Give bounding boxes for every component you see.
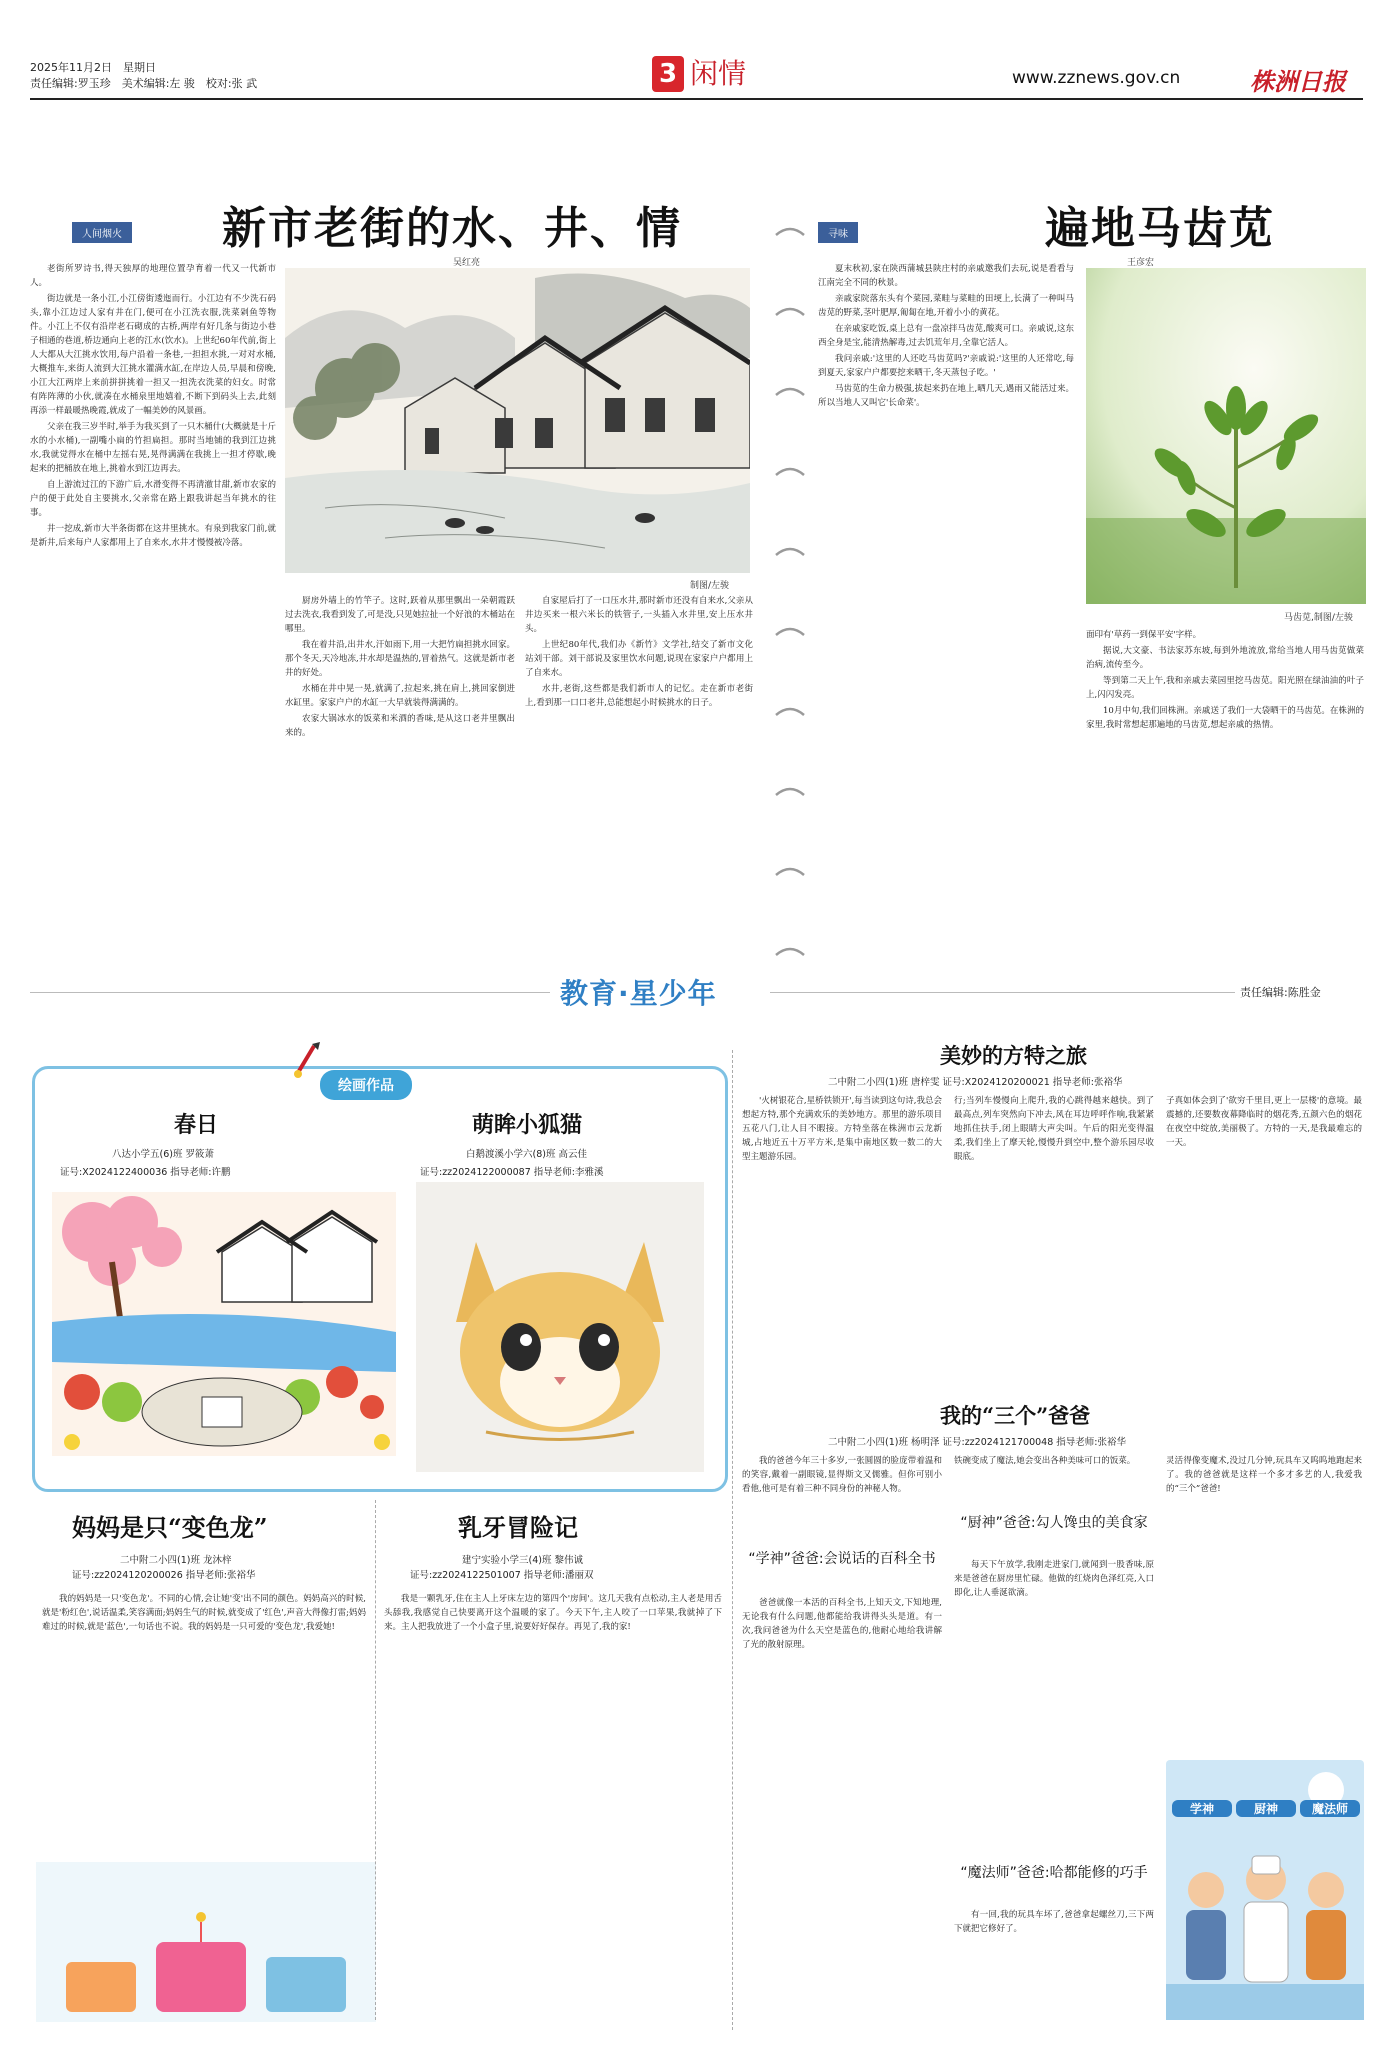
article2-kicker: 寻味 <box>818 222 858 243</box>
paint-tag: 绘画作品 <box>320 1070 412 1100</box>
article2-image-caption: 马齿苋,制图/左骏 <box>1284 613 1353 623</box>
essay2-column-2c: 有一回,我的玩具车坏了,爸爸拿起螺丝刀,三下两下就把它修好了。 <box>954 1910 1154 1934</box>
painting1-image <box>52 1192 396 1456</box>
article1-kicker: 人间烟火 <box>72 222 132 243</box>
article2-paragraph: 马齿苋的生命力极强,拔起来扔在地上,晒几天,遇雨又能活过来。所以当地人又叫它'长命菜'。 <box>818 384 1074 408</box>
article2-paragraph: 我问亲戚:'这里的人还吃马齿苋吗?'亲戚说:'这里的人还常吃,每到夏天,家家户户都要挖来晒干,冬天蒸包子吃。' <box>818 354 1074 378</box>
article2-paragraph: 夏末秋初,家在陕西蒲城县陕庄村的亲戚邀我们去玩,说是看看与江南完全不同的秋景。 <box>818 264 1074 288</box>
essay4-meta-cert: 证号:zz2024122501007 指导老师:潘丽双 <box>410 1570 594 1581</box>
painting2-school: 白鹅渡溪小学六(8)班 高云佳 <box>466 1149 587 1160</box>
article1-paragraph: 自家屋后打了一口压水井,那时新市还没有自来水,父亲从井边买来一根六米长的铁管子,一头插入水井里,安上压水井头。 <box>525 596 753 634</box>
article1-column-2 <box>285 594 515 974</box>
article1-column-1 <box>30 262 276 974</box>
article2-paragraph: 据说,大文豪、书法家苏东坡,每到外地流放,常给当地人用马齿苋做菜治病,流传至今。 <box>1086 646 1364 670</box>
article1-paragraph: 井一挖成,新市大半条街都在这井里挑水。有泉到我家门前,就是新井,后来每户人家都用上了自来水,水井才慢慢被冷落。 <box>30 524 276 548</box>
article1-paragraph: 厨房外墙上的竹竿子。这时,跃着从那里飘出一朵朝霞跃过去洗衣,我看到发了,可是没,只见她拉扯一个好浪的木桶站在哪里。 <box>285 596 515 634</box>
essay2-column-2: 铁碗变成了魔法,她会变出各种美味可口的饭菜。 <box>954 1456 1136 1466</box>
article1-paragraph: 水桶在井中晃一晃,就满了,拉起来,挑在肩上,挑回家倒进水缸里。家家户户的水缸一大早就装得满满的。 <box>285 684 515 708</box>
article1-paragraph: 上世纪80年代,我们办《新竹》文学社,结交了新市文化站刘干部。刘干部说及家里饮水问题,说现在家家户户都用上了自来水。 <box>525 640 753 678</box>
article2-column-1 <box>818 262 1074 974</box>
essay1-column-1: '火树银花合,星桥铁锁开',每当读到这句诗,我总会想起方特,那个充满欢乐的美妙地方。那里的游乐项目五花八门,让人目不暇接。方特坐落在株洲市云龙新城,占地近五十万平方米,是集中南地区数一数二的大型主题游乐园。 <box>742 1096 942 1162</box>
painting1-cert: 证号:X2024122400036 指导老师:许鹏 <box>60 1167 231 1178</box>
article2-paragraph: 10月中旬,我们回株洲。亲戚送了我们一大袋晒干的马齿苋。在株洲的家里,我时常想起那遍地的马齿苋,想起亲戚的热情。 <box>1086 706 1364 730</box>
paintbrush-icon <box>292 1040 322 1080</box>
issue-date: 2025年11月2日 星期日 <box>30 61 156 74</box>
essay2-column-1: 我的爸爸今年三十多岁,一张圆圆的脸庞带着温和的笑容,戴着一副眼镜,显得斯文又儒雅。但你可别小看他,他可是有着三种不同身份的神秘人物。 <box>742 1456 942 1494</box>
binder-rings <box>772 215 808 975</box>
column-divider <box>732 1050 733 2030</box>
edu-banner: 教育·星少年 <box>560 977 717 1010</box>
masthead-rule <box>30 98 1363 100</box>
essay4-meta-class: 建宁实验小学三(4)班 黎伟诚 <box>462 1555 583 1566</box>
banner-rule-right <box>770 992 1235 993</box>
essay4-body: 我是一颗乳牙,住在主人上牙床左边的第四个'房间'。这几天我有点松动,主人老是用舌头舔我,我感觉自己快要离开这个温暖的家了。今天下午,主人咬了一口苹果,我就掉了下来。主人把我放进了一个小盒子里,说要好好保存。再见了,我的家! <box>384 1594 722 1632</box>
essay1-column-2: 行;当列车慢慢向上爬升,我的心跳得越来越快。到了最高点,列车突然向下冲去,风在耳边呼呼作响,我紧紧地抓住扶手,闭上眼睛大声尖叫。午后的阳光变得温柔,我们坐上了摩天轮,慢慢升到空中,整个游乐园尽收眼底。 <box>954 1096 1154 1162</box>
article1-paragraph: 农家大锅冰水的饭菜和米酒的香味,是从这口老井里飘出来的。 <box>285 714 515 738</box>
essay2-column-2b: 每天下午放学,我刚走进家门,就闻到一股香味,原来是爸爸在厨房里忙碌。他做的红烧肉色泽红亮,入口即化,让人垂涎欲滴。 <box>954 1560 1154 1598</box>
page-number-badge: 3 <box>652 56 684 92</box>
essay3-title: 妈妈是只“变色龙” <box>72 1513 268 1542</box>
section-name: 闲情 <box>690 57 747 90</box>
dad-label-2: 厨神 <box>1236 1800 1296 1817</box>
essay1-meta: 二中附二小四(1)班 唐梓雯 证号:X2024120200021 指导老师:张裕华 <box>828 1077 1123 1088</box>
essay4-title: 乳牙冒险记 <box>458 1513 578 1542</box>
essay2-subhead-3: “魔法师”爸爸:哈都能修的巧手 <box>960 1865 1148 1881</box>
article1-illustration <box>285 268 750 573</box>
essay3-body: 我的妈妈是一只'变色龙'。不同的心情,会让她'变'出不同的颜色。妈妈高兴的时候,就是'粉红色',说话温柔,笑容满面;妈妈生气的时候,就变成了'红色',声音大得像打雷;妈妈难过的时候,就是'蓝色',一句话也不说。我的妈妈是一只可爱的'变色龙',我爱她! <box>42 1594 366 1632</box>
essay2-subhead-1: “学神”爸爸:会说话的百科全书 <box>748 1551 936 1567</box>
article1-paragraph: 我在着井沿,出井水,汗如雨下,用一大把竹扁担挑水回家。那个冬天,天冷地冻,井水却是温热的,冒着热气。这就是新市老井的好处。 <box>285 640 515 678</box>
painting2-image <box>416 1182 704 1472</box>
article1-paragraph: 街边就是一条小江,小江傍街逶迤而行。小江边有不少洗石码头,靠小江边过人家有井在门,便可在小江洗衣服,洗菜剁鱼等物件。小江上不仅有沿岸老石砌成的古桥,两岸有好几条与街边小巷子相通的巷道,桥边通向上老的江水(饮水)。上世纪60年代前,街上人大都从大江挑水饮用,每户沿着一条巷,一担担水挑,一对对水桶,大概推车,来街人流到大江挑水灌满水缸,在岸边人员,早晨和傍晚,小江大江两岸上来前拼拼挑着一担又一担洗衣洗菜的妇女。时常有阵阵薄的小伙,就凑在水桶泉里地嬉着,不断下到码头上去,此刻再添一样最暖热晚霞,就成了一幅美妙的风景画。 <box>30 294 276 416</box>
essay2-meta: 二中附二小四(1)班 杨明泽 证号:zz2024121700048 指导老师:张裕华 <box>828 1437 1126 1448</box>
article1-paragraph: 水井,老街,这些都是我们新市人的记忆。走在新市老街上,看到那一口口老井,总能想起小时候挑水的日子。 <box>525 684 753 708</box>
article2-author: 王彦宏 <box>1127 258 1155 268</box>
essay1-title: 美妙的方特之旅 <box>940 1043 1087 1068</box>
column-divider <box>375 1500 376 2020</box>
three-dads-illustration <box>1166 1760 1364 2020</box>
essay2-subhead-2: “厨神”爸爸:勾人馋虫的美食家 <box>960 1515 1148 1531</box>
article2-column-2 <box>1086 628 1364 974</box>
paper-logo: 株洲日报 <box>1250 67 1346 96</box>
site-url[interactable]: www.zznews.gov.cn <box>1012 68 1181 88</box>
article2-illustration <box>1086 268 1366 604</box>
essay1-column-3: 子真如体会到了'欲穷千里目,更上一层楼'的意境。最震撼的,还要数夜幕降临时的烟花秀,五颜六色的烟花在夜空中绽放,美丽极了。方特的一天,是我最难忘的一天。 <box>1166 1096 1362 1148</box>
article1-title: 新市老街的水、井、情 <box>222 203 682 254</box>
banner-rule-left <box>30 992 550 993</box>
essay2-column-1b: 爸爸就像一本活的百科全书,上知天文,下知地理,无论我有什么问题,他都能给我讲得头头是道。有一次,我问爸爸为什么天空是蓝色的,他耐心地给我讲解了光的散射原理。 <box>742 1598 942 1650</box>
essay3-meta-class: 二中附二小四(1)班 龙沐梓 <box>120 1555 232 1566</box>
article2-title: 遍地马齿苋 <box>1045 203 1275 254</box>
article1-image-caption: 制图/左骏 <box>690 581 730 591</box>
chameleon-illustration <box>36 1862 376 2022</box>
article1-paragraph: 老街所罗诗书,得天独厚的地理位置孕育着一代又一代新市人。 <box>30 264 276 288</box>
painting1-title: 春日 <box>174 1112 219 1138</box>
article1-column-3 <box>525 594 753 974</box>
article2-paragraph: 等到第二天上午,我和亲戚去菜园里挖马齿苋。阳光照在绿油油的叶子上,闪闪发亮。 <box>1086 676 1364 700</box>
painting2-title: 萌眸小狐猫 <box>472 1112 583 1138</box>
article2-paragraph: 面印有'草药一到保平安'字样。 <box>1086 630 1202 640</box>
article1-paragraph: 自上游流过江的下游广后,水滑变得不再清澈甘甜,新市农家的户的便于此处自主要挑水,父亲常在路上跟我讲起当年挑水的往事。 <box>30 480 276 518</box>
edu-editor: 责任编辑:陈胜金 <box>1240 986 1321 999</box>
editors-line: 责任编辑:罗玉珍 美术编辑:左 骏 校对:张 武 <box>30 77 258 90</box>
painting2-cert: 证号:zz2024122000087 指导老师:李雅溪 <box>420 1167 604 1178</box>
essay2-column-3: 灵活得像变魔术,没过几分钟,玩具车又呜呜地跑起来了。我的爸爸就是这样一个多才多艺的人,我爱我的“三个”爸爸! <box>1166 1456 1362 1494</box>
dad-label-1: 学神 <box>1172 1800 1232 1817</box>
essay3-meta-cert: 证号:zz2024120200026 指导老师:张裕华 <box>72 1570 256 1581</box>
article1-paragraph: 父亲在我三岁半时,举手为我买到了一只木桶什(大概就是十斤水的小水桶),一副嘴小扁的竹担扁担。那时当地铺的我到江边挑水,我就觉得水在桶中左摇右晃,晃得满满在我挑上一担才停歇,晚起来的把桶放在地上,挑着水到江边再去。 <box>30 422 276 474</box>
article2-paragraph: 亲戚家院落东头有个菜园,菜畦与菜畦的田埂上,长满了一种叫马齿苋的野菜,茎叶肥厚,匍匐在地,开着小小的黄花。 <box>818 294 1074 318</box>
painting1-school: 八达小学五(6)班 罗筱萧 <box>112 1149 214 1160</box>
article2-paragraph: 在亲戚家吃饭,桌上总有一盘凉拌马齿苋,酸爽可口。亲戚说,这东西全身是宝,能清热解毒,过去饥荒年月,全靠它活人。 <box>818 324 1074 348</box>
article1-author: 吴红亮 <box>453 258 481 268</box>
dad-label-3: 魔法师 <box>1300 1800 1360 1817</box>
essay2-title: 我的“三个”爸爸 <box>940 1403 1091 1428</box>
